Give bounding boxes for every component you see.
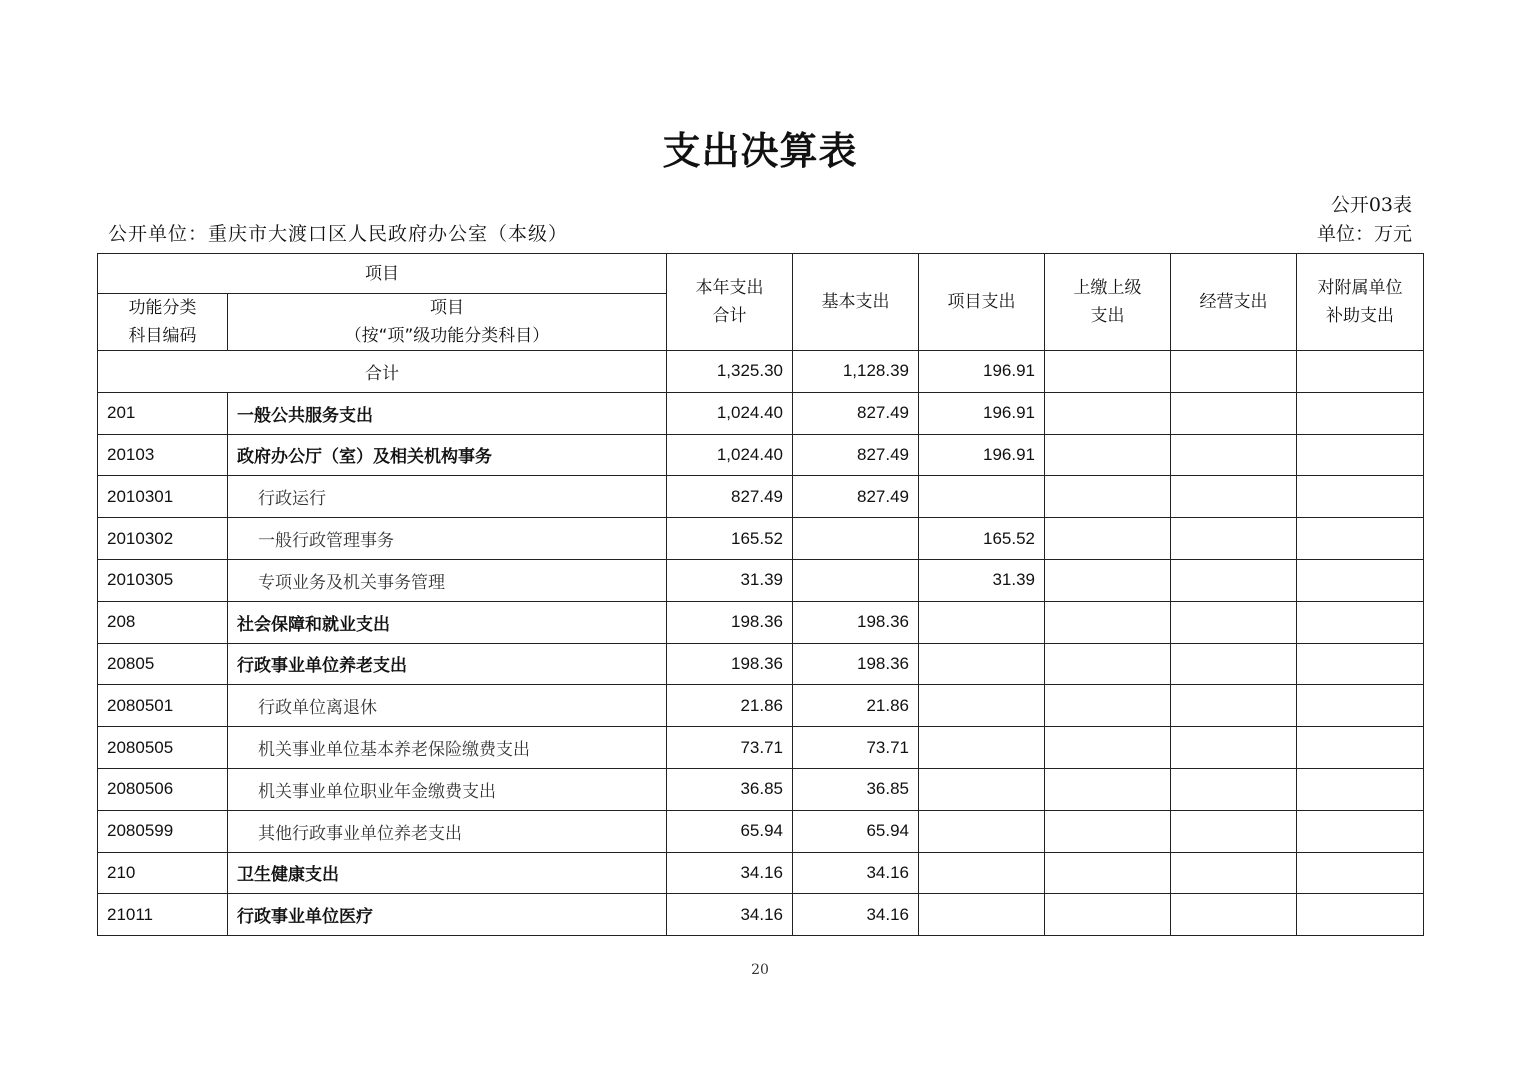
table-row [98, 810, 1424, 852]
expenditure-table [97, 253, 1424, 936]
row-basic: 198.36 [793, 643, 919, 685]
row-name: 专项业务及机关事务管理 [228, 559, 667, 601]
row-basic [793, 559, 919, 601]
row-remit [1045, 559, 1171, 601]
row-subsidy [1297, 643, 1424, 685]
row-subsidy [1297, 601, 1424, 643]
row-project [919, 685, 1045, 727]
table-row [98, 685, 1424, 727]
row-project [919, 643, 1045, 685]
row-subsidy [1297, 476, 1424, 518]
header-basic: 基本支出 [793, 254, 919, 351]
row-basic: 34.16 [793, 894, 919, 936]
row-basic: 827.49 [793, 476, 919, 518]
row-basic: 73.71 [793, 727, 919, 769]
row-code: 2080501 [98, 685, 228, 727]
row-remit [1045, 852, 1171, 894]
header-remit-label: 上缴上级 支出 [1073, 278, 1142, 326]
row-basic: 21.86 [793, 685, 919, 727]
header-subsidy-label: 对附属单位 补助支出 [1317, 278, 1403, 326]
row-total: 31.39 [667, 559, 793, 601]
row-subsidy [1297, 727, 1424, 769]
row-basic: 65.94 [793, 810, 919, 852]
total-row-total: 1,325.30 [667, 351, 793, 393]
row-subsidy [1297, 392, 1424, 434]
table-row [98, 852, 1424, 894]
row-remit [1045, 685, 1171, 727]
row-code: 2010302 [98, 518, 228, 560]
row-name: 行政事业单位医疗 [228, 894, 667, 936]
table-row [98, 518, 1424, 560]
row-project [919, 894, 1045, 936]
row-business [1171, 768, 1297, 810]
row-basic: 827.49 [793, 434, 919, 476]
reporting-unit: 公开单位：重庆市大渡口区人民政府办公室（本级） [108, 223, 569, 245]
row-name: 卫生健康支出 [228, 852, 667, 894]
row-name: 行政运行 [228, 476, 667, 518]
row-basic: 34.16 [793, 852, 919, 894]
row-code: 2080599 [98, 810, 228, 852]
row-code: 2010301 [98, 476, 228, 518]
header-total-label: 本年支出 合计 [695, 278, 764, 326]
row-name: 政府办公厅（室）及相关机构事务 [228, 434, 667, 476]
total-row-subsidy [1297, 351, 1424, 393]
row-total: 1,024.40 [667, 434, 793, 476]
total-row-business [1171, 351, 1297, 393]
row-project: 196.91 [919, 434, 1045, 476]
header-item-group: 项目 [98, 254, 667, 294]
table-row [98, 894, 1424, 936]
row-code: 21011 [98, 894, 228, 936]
row-remit [1045, 434, 1171, 476]
row-subsidy [1297, 434, 1424, 476]
row-business [1171, 810, 1297, 852]
row-code: 2080505 [98, 727, 228, 769]
row-business [1171, 559, 1297, 601]
header-name-label: 项目 （按“项”级功能分类科目） [344, 298, 550, 346]
row-business [1171, 894, 1297, 936]
header-code [98, 294, 228, 351]
row-project [919, 601, 1045, 643]
row-total: 36.85 [667, 768, 793, 810]
total-row-label: 合计 [98, 351, 667, 393]
row-basic [793, 518, 919, 560]
row-subsidy [1297, 518, 1424, 560]
row-code: 201 [98, 392, 228, 434]
row-business [1171, 685, 1297, 727]
row-subsidy [1297, 768, 1424, 810]
header-total [667, 254, 793, 351]
row-project: 165.52 [919, 518, 1045, 560]
row-remit [1045, 601, 1171, 643]
row-project [919, 768, 1045, 810]
row-business [1171, 434, 1297, 476]
page-title: 支出决算表 [662, 129, 858, 173]
row-name: 一般公共服务支出 [228, 392, 667, 434]
row-total: 198.36 [667, 601, 793, 643]
row-total: 198.36 [667, 643, 793, 685]
row-code: 20103 [98, 434, 228, 476]
page-number: 20 [751, 962, 769, 978]
row-remit [1045, 894, 1171, 936]
total-row-basic: 1,128.39 [793, 351, 919, 393]
row-total: 165.52 [667, 518, 793, 560]
row-basic: 36.85 [793, 768, 919, 810]
row-project [919, 476, 1045, 518]
row-name: 机关事业单位职业年金缴费支出 [228, 768, 667, 810]
row-business [1171, 476, 1297, 518]
header-subsidy [1297, 254, 1424, 351]
table-row [98, 727, 1424, 769]
row-remit [1045, 727, 1171, 769]
row-project: 31.39 [919, 559, 1045, 601]
total-row [98, 351, 1424, 393]
row-total: 65.94 [667, 810, 793, 852]
row-name: 社会保障和就业支出 [228, 601, 667, 643]
currency-unit: 单位：万元 [1316, 223, 1412, 245]
row-total: 21.86 [667, 685, 793, 727]
header-business: 经营支出 [1171, 254, 1297, 351]
row-subsidy [1297, 685, 1424, 727]
row-code: 20805 [98, 643, 228, 685]
table-row [98, 768, 1424, 810]
row-remit [1045, 768, 1171, 810]
table-row [98, 392, 1424, 434]
row-remit [1045, 810, 1171, 852]
row-total: 34.16 [667, 852, 793, 894]
row-name: 其他行政事业单位养老支出 [228, 810, 667, 852]
header-remit [1045, 254, 1171, 351]
total-row-project: 196.91 [919, 351, 1045, 393]
row-remit [1045, 392, 1171, 434]
row-business [1171, 643, 1297, 685]
form-code: 公开03表 [1330, 194, 1412, 216]
row-basic: 827.49 [793, 392, 919, 434]
row-total: 827.49 [667, 476, 793, 518]
row-total: 34.16 [667, 894, 793, 936]
table-row [98, 476, 1424, 518]
row-name: 行政事业单位养老支出 [228, 643, 667, 685]
row-code: 208 [98, 601, 228, 643]
row-project: 196.91 [919, 392, 1045, 434]
row-subsidy [1297, 852, 1424, 894]
header-project: 项目支出 [919, 254, 1045, 351]
table-row [98, 434, 1424, 476]
row-remit [1045, 643, 1171, 685]
row-code: 2010305 [98, 559, 228, 601]
row-business [1171, 601, 1297, 643]
row-name: 机关事业单位基本养老保险缴费支出 [228, 727, 667, 769]
row-business [1171, 852, 1297, 894]
row-business [1171, 392, 1297, 434]
row-business [1171, 518, 1297, 560]
row-project [919, 852, 1045, 894]
row-business [1171, 727, 1297, 769]
row-project [919, 810, 1045, 852]
row-name: 一般行政管理事务 [228, 518, 667, 560]
row-subsidy [1297, 810, 1424, 852]
header-code-label: 功能分类 科目编码 [128, 298, 197, 346]
table-row [98, 643, 1424, 685]
row-remit [1045, 518, 1171, 560]
table-row [98, 559, 1424, 601]
header-name [228, 294, 667, 351]
row-subsidy [1297, 894, 1424, 936]
row-code: 2080506 [98, 768, 228, 810]
row-subsidy [1297, 559, 1424, 601]
row-name: 行政单位离退休 [228, 685, 667, 727]
row-basic: 198.36 [793, 601, 919, 643]
row-project [919, 727, 1045, 769]
row-code: 210 [98, 852, 228, 894]
table-row [98, 601, 1424, 643]
total-row-remit [1045, 351, 1171, 393]
row-remit [1045, 476, 1171, 518]
row-total: 73.71 [667, 727, 793, 769]
row-total: 1,024.40 [667, 392, 793, 434]
